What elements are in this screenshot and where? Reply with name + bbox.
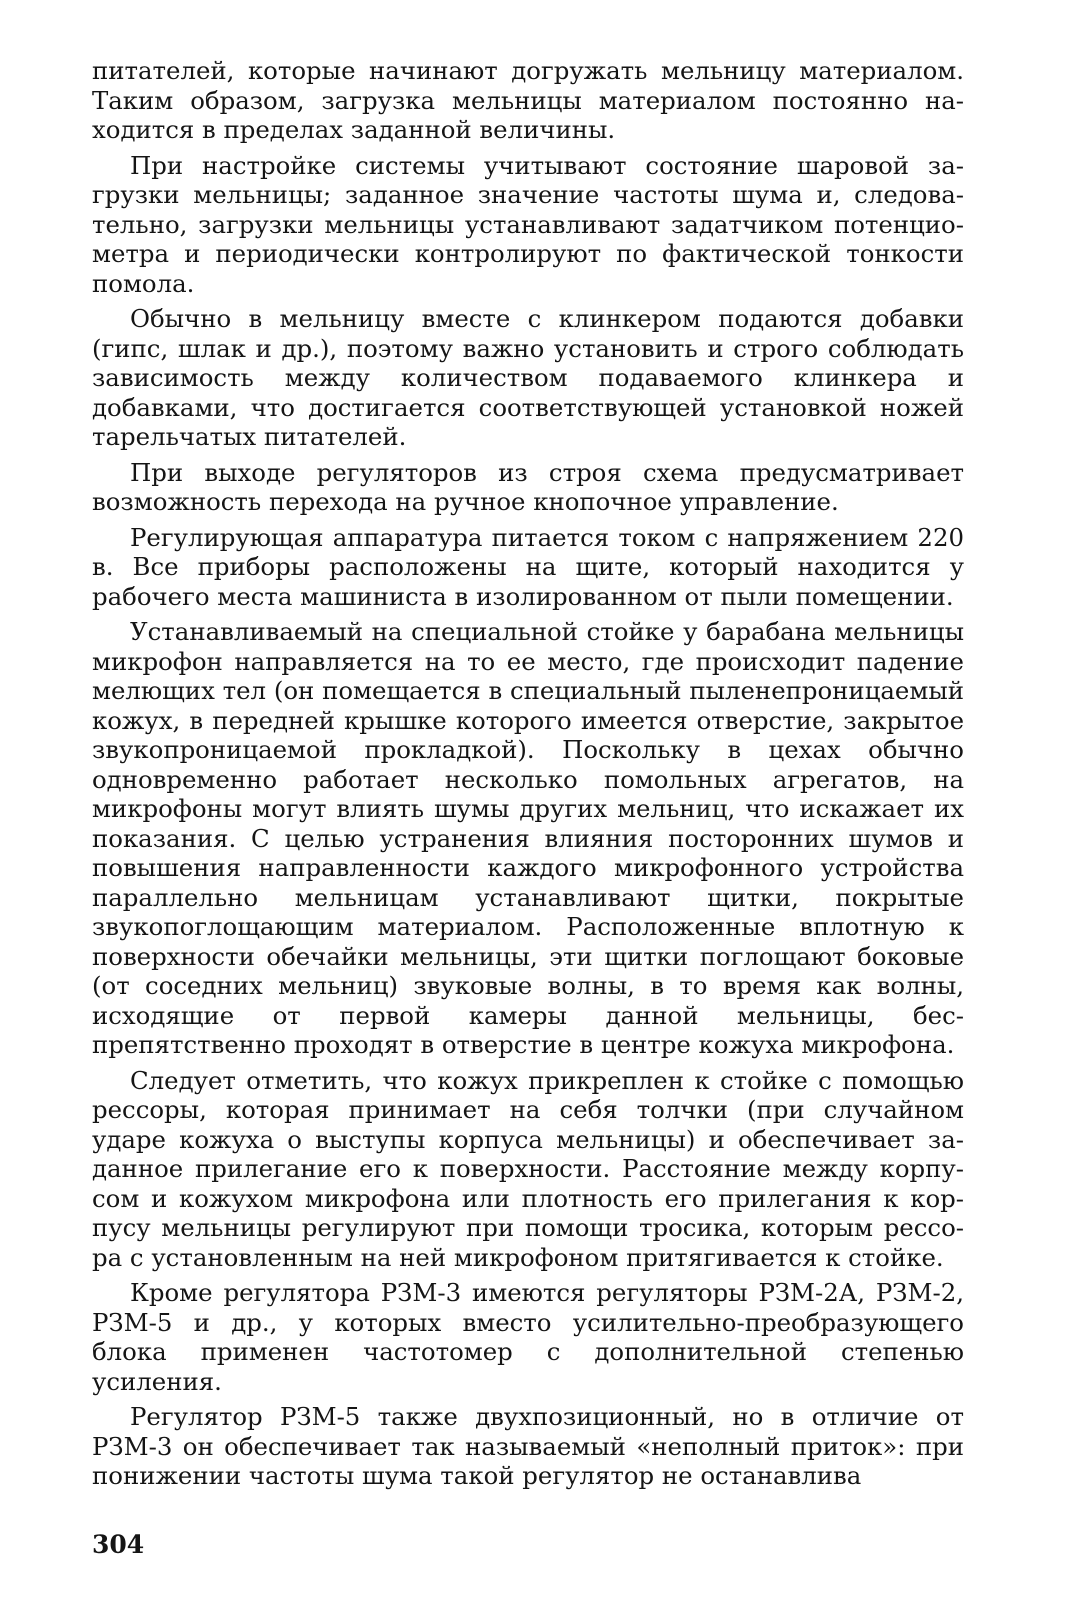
paragraph-4: При выходе регуляторов из строя схема предусматривает возможность перехода на ручное кнопочное управление.: [92, 457, 964, 516]
paragraph-5: Регулирующая аппаратура питается током с напряжением 220 в. Все приборы расположены на щите, который находится у рабочего места машиниста в изолированном от пыли помещении.: [92, 522, 964, 611]
page-number: 304: [92, 1530, 145, 1559]
paragraph-1: питателей, которые начинают догружать мельницу материалом. Таким образом, загрузка мельницы материалом постоянно находится в пределах заданной величины.: [92, 56, 964, 144]
paragraph-3: Обычно в мельницу вместе с клинкером подаются добавки (гипс, шлак и др.), поэтому важно установить и строго соблюдать зависимость между количеством подаваемого клинкера и добавками, что достигается соответствующей установкой ножей тарельчатых питателей.: [92, 304, 964, 451]
paragraph-7: Следует отметить, что кожух прикреплен к стойке с помощью рессоры, которая принимает на себя толчки (при случайном ударе кожуха о выступы корпуса мельницы) и обеспечивает заданное прилегание его к поверхности. Расстояние между корпусом и кожухом микрофона или плотность его прилегания к корпусу мельницы регулируют при помощи тросика, которым рессора с установленным на ней микрофоном притягивается к стойке.: [92, 1065, 964, 1272]
paragraph-2: При настройке системы учитывают состояние шаровой загрузки мельницы; заданное значение частоты шума и, следовательно, загрузки мельницы устанавливают задатчиком потенциометра и периодически контролируют по фактической тонкости помола.: [92, 150, 964, 298]
paragraph-8: Кроме регулятора РЗМ-3 имеются регуляторы РЗМ-2А, РЗМ-2, РЗМ-5 и др., у которых вместо усилительно-преобразующего блока применен частотомер с дополнительной степенью усиления.: [92, 1278, 964, 1396]
document-page: [92, 56, 964, 1491]
paragraph-6: Устанавливаемый на специальной стойке у барабана мельницы микрофон направляется на то ее место, где происходит падение мелющих тел (он помещается в специальный пыленепроницаемый кожух, в передней крышке которого имеется отверстие, закрытое звукопроницаемой прокладкой). Поскольку в цехах обычно одновременно работает несколько помольных агрегатов, на микрофоны могут влиять шумы других мельниц, что искажает их показания. С целью устранения влияния посторонних шумов и повышения направленности каждого микрофонного устройства параллельно мельницам устанавливают щитки, покрытые звукопоглощающим материалом. Расположенные вплотную к поверхности обечайки мельницы, эти щитки поглощают боковые (от соседних мельниц) звуковые волны, в то время как волны, исходящие от первой камеры данной мельницы, беспрепятственно проходят в отверстие в центре кожуха микрофона.: [92, 617, 964, 1059]
paragraph-9: Регулятор РЗМ-5 также двухпозиционный, но в отличие от РЗМ-3 он обеспечивает так называемый «неполный приток»: при понижении частоты шума такой регулятор не останавлива: [92, 1402, 964, 1490]
